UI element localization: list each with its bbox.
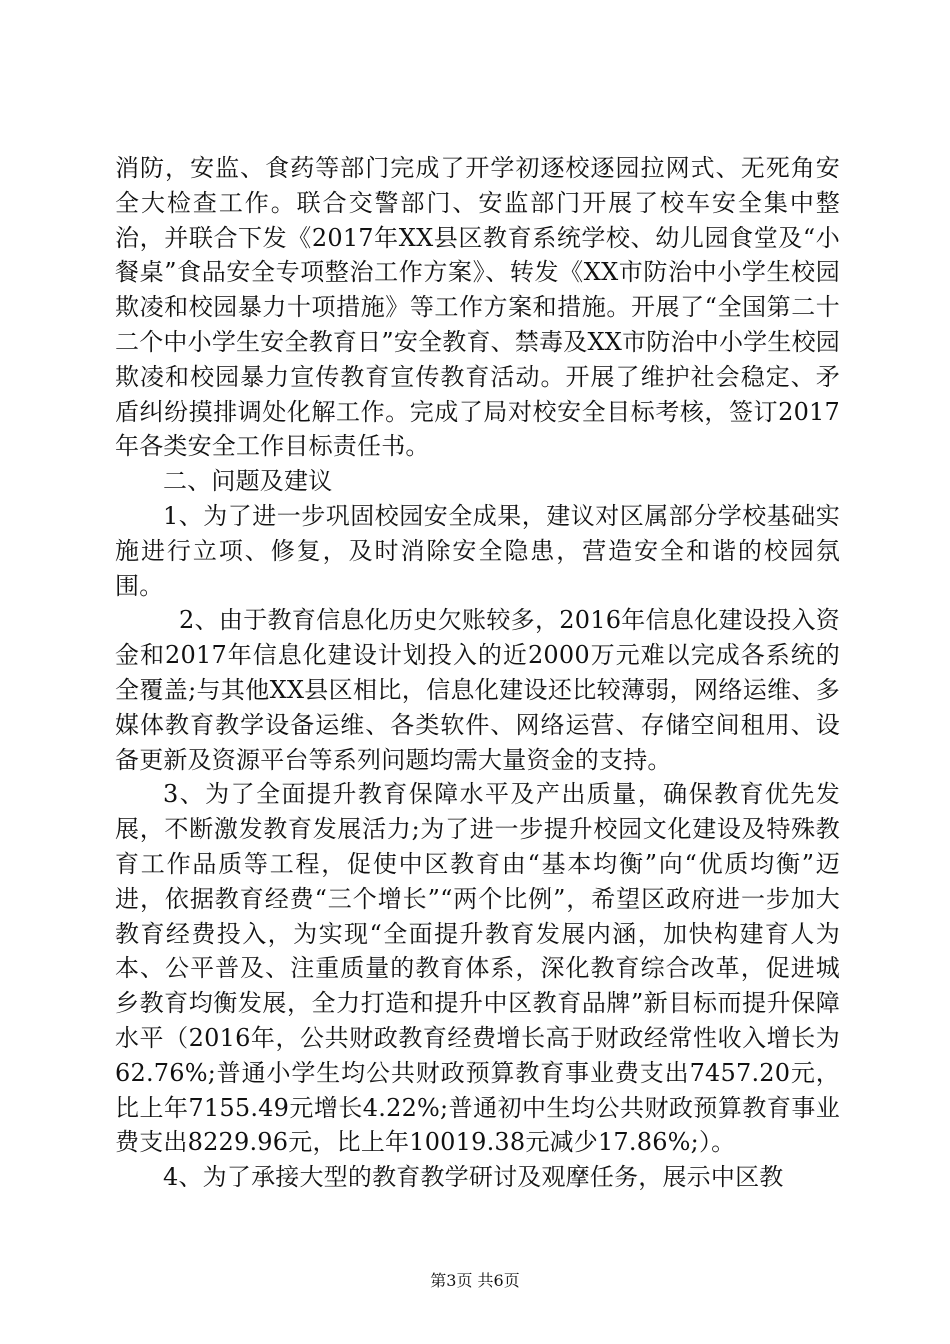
paragraph-safety-work: 消防，安监、食药等部门完成了开学初逐校逐园拉网式、无死角安全大检查工作。联合交警部门、安监部门开展了校车安全集中整治，并联合下发《2017年XX县区教育系统学校、幼儿园食堂及“小餐桌”食品安全专项整治工作方案》、转发《XX市防治中小学生校园欺凌和校园暴力十项措施》等工作方案和措施。开展了“全国第二十二个中小学生安全教育日”安全教育、禁毒及XX市防治中小学生校园欺凌和校园暴力宣传教育宣传教育活动。开展了维护社会稳定、矛盾纠纷摸排调处化解工作。完成了局对校安全目标考核，签订2017年各类安全工作目标责任书。 [115, 154, 840, 461]
document-body [115, 151, 840, 1195]
paragraph-suggestion-3: 3、为了全面提升教育保障水平及产出质量，确保教育优先发展，不断激发教育发展活力;为了进一步提升校园文化建设及特殊教育工作品质等工程，促使中区教育由“基本均衡”向“优质均衡”迈进，依据教育经费“三个增长”“两个比例”，希望区政府进一步加大教育经费投入，为实现“全面提升教育发展内涵，加快构建育人为本、公平普及、注重质量的教育体系，深化教育综合改革，促进城乡教育均衡发展，全力打造和提升中区教育品牌”新目标而提升保障水平（2016年，公共财政教育经费增长高于财政经常性收入增长为62.76%;普通小学生均公共财政预算教育事业费支出7457.20元，比上年7155.49元增长4.22%;普通初中生均公共财政预算教育事业费支出8229.96元，比上年10019.38元减少17.86%;）。 [115, 780, 840, 1157]
section-heading-problems: 二、问题及建议 [163, 467, 333, 496]
paragraph-suggestion-4: 4、为了承接大型的教育教学研讨及观摩任务，展示中区教 [163, 1163, 784, 1192]
page-number-footer: 第3页 共6页 [430, 1271, 520, 1290]
paragraph-suggestion-1: 1、为了进一步巩固校园安全成果，建议对区属部分学校基础实施进行立项、修复，及时消除安全隐患，营造安全和谐的校园氛围。 [115, 501, 840, 600]
paragraph-suggestion-2: 2、由于教育信息化历史欠账较多，2016年信息化建设投入资金和2017年信息化建设计划投入的近2000万元难以完成各系统的全覆盖;与其他XX县区相比，信息化建设还比较薄弱，网络运维、多媒体教育教学设备运维、各类软件、网络运营、存储空间租用、设备更新及资源平台等系列问题均需大量资金的支持。 [115, 606, 840, 774]
